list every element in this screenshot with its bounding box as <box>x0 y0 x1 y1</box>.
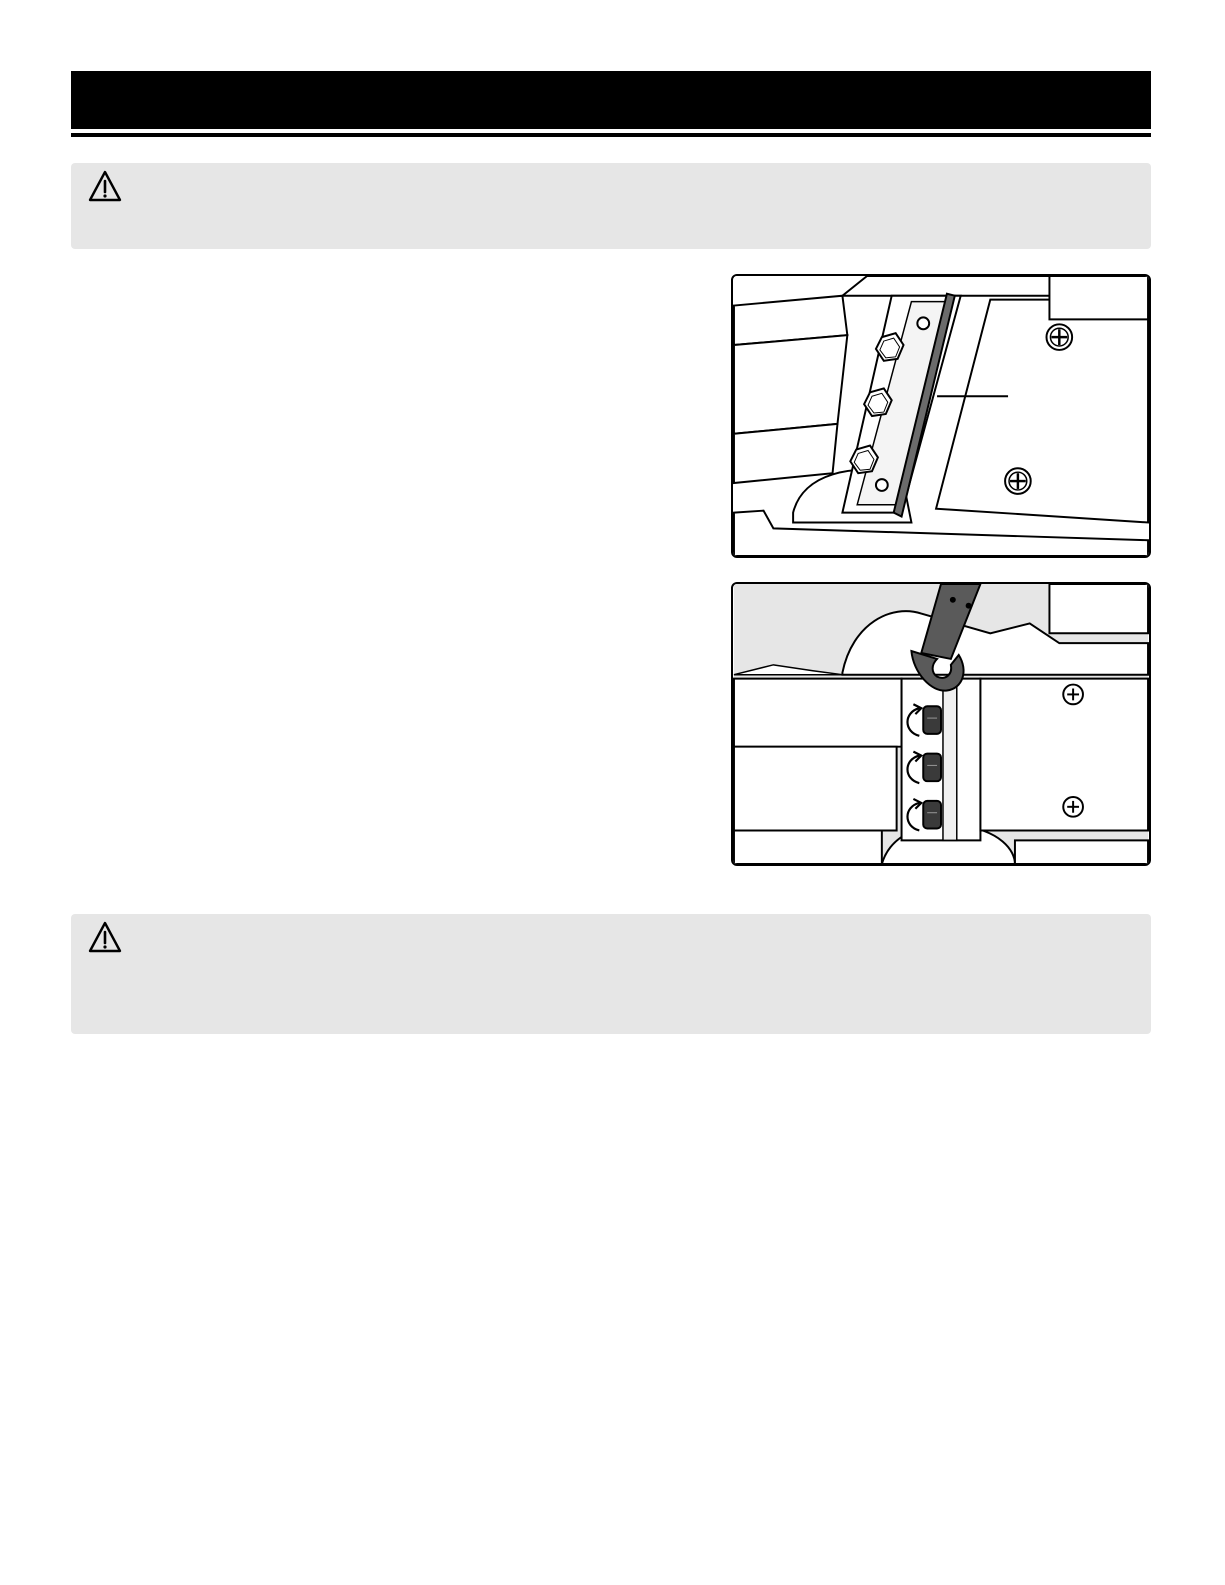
nut-tightening-illustration <box>733 584 1149 864</box>
section-header-bar <box>71 71 1151 129</box>
hex-nut <box>923 801 941 829</box>
phillips-screw-icon <box>1046 324 1072 350</box>
phillips-screw-icon <box>1063 685 1083 705</box>
phillips-screw-icon <box>1005 468 1031 494</box>
blade-installation-figure <box>731 274 1151 558</box>
header-rule <box>71 133 1151 137</box>
hex-nut <box>923 706 941 734</box>
warning-box-top <box>71 163 1151 249</box>
phillips-screw-icon <box>1063 797 1083 817</box>
warning-triangle-icon <box>87 169 123 203</box>
blade-installation-illustration <box>733 276 1149 556</box>
hex-nut <box>923 754 941 782</box>
nut-tightening-figure <box>731 582 1151 866</box>
warning-triangle-icon <box>87 920 123 954</box>
warning-box-bottom <box>71 914 1151 1034</box>
